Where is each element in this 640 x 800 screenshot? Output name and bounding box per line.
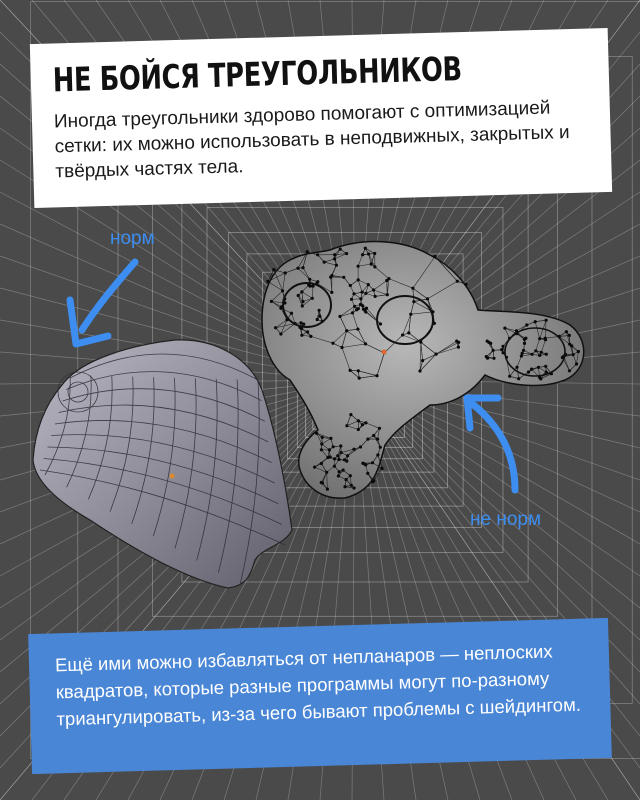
quad-mesh-model [33, 340, 292, 588]
footer-card [28, 618, 612, 774]
arrow-bad-icon [470, 402, 515, 490]
footer-text: Ещё ими можно избавляться от непланаров — неплоских квадратов, которые разные программы могут по-разному триангулировать, из-за чего бывают проблемы с шейдингом. [54, 640, 582, 730]
good-label: норм [110, 228, 155, 249]
page-title: НЕ БОЙСЯ ТРЕУГОЛЬНИКОВ [52, 49, 463, 100]
bad-label: не норм [470, 509, 542, 530]
triangulated-monkey-model [262, 242, 584, 499]
header-description: Иногда треугольники здорово помогают с оптимизацией сетки: их можно использовать в неподвижных, закрытых и твёрдых частях тела. [53, 97, 570, 183]
arrow-good-icon [82, 262, 135, 330]
monkey-origin-dot [382, 350, 387, 355]
origin-dot [170, 474, 175, 479]
